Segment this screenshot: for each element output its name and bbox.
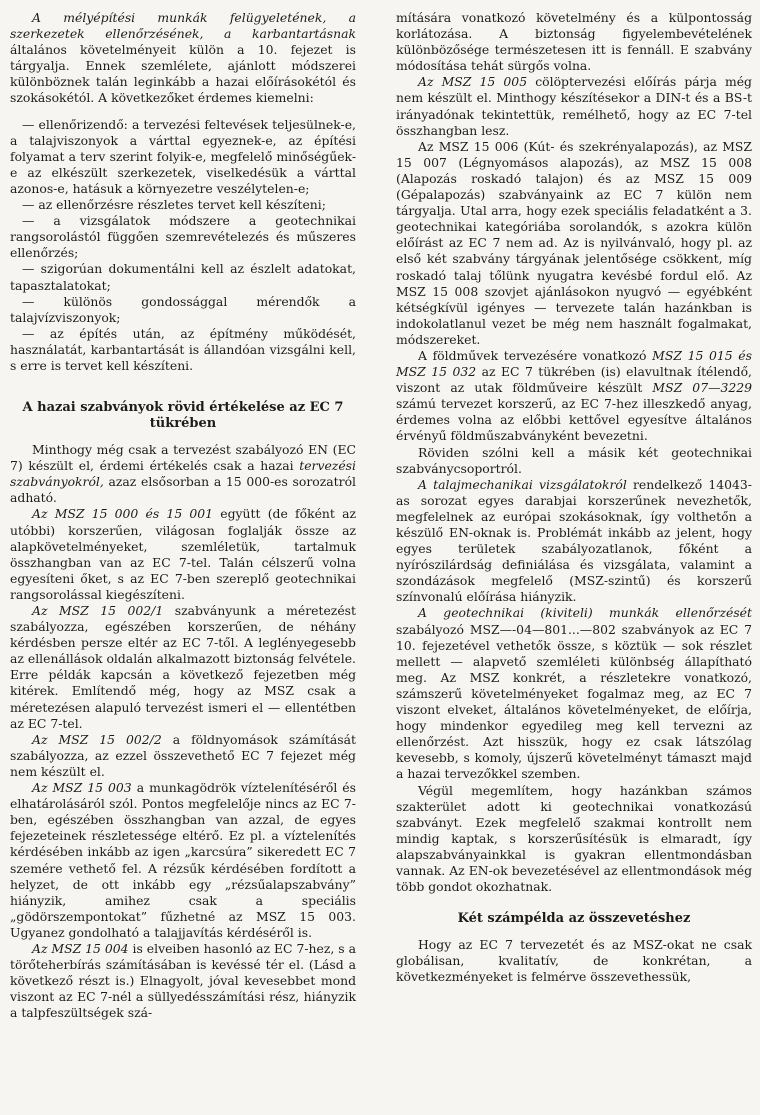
italic-phrase: A mélyépítési munkák felügyeletének, a szerkezetek ellenőrzésének, a karbantartásnak: [10, 10, 356, 42]
paragraph-text: a munkagödrök víztelenítéséről és elhatárolásáról szól. Pontos megfelelője nincs az EC 7-ben, egészében összhangban van azzal, de egyes fejezeteinek részletessége eltérő. Ez pl. a víztelenítés kérdésében inkább az igen „karcsúra” sikeredett EC 7 szemére vethető fel. A rézsűk kérdésében fordított a helyzet, de ott inkább egy „rézsűalapszabvány” hiányzik, amihez csak a speciális „gödörszempontokat” fűzhetné az MSZ 15 003. Ugyanez gondolható a talajjavítás kérdéséről is.: [10, 780, 356, 940]
list-item: — az építés után, az építmény működését, használatát, karbantartását is állandóan vizsgálni kell, s erre is tervet kell készíteni.: [10, 325, 356, 373]
paragraph-text: szabványunk a méretezést szabályozza, egészében korszerűen, de néhány kérdésben persze eltér az EC 7-től. A leglényegesebb az ellenállások oldalán alkalmazott biztonság felvétele. Erre példák kapcsán a következő fejezetben még kitérek. Említendő még, hogy az MSZ csak a méretezésen alapuló tervezést ismeri el — ellentétben az EC 7-tel.: [10, 603, 356, 731]
paragraph: [10, 603, 356, 732]
paragraph: mítására vonatkozó követelmény és a külpontosság korlátozása. A biztonság figyelembevételének különbözősége természetesen itt is fennáll. E szabvány módosítása tehát sürgős volna.: [396, 10, 752, 74]
list-item: — a vizsgálatok módszere a geotechnikai rangsorolástól függően szemrevételezés és műszeres ellenőrzés;: [10, 213, 356, 261]
italic-phrase: tervezési szabványokról,: [10, 458, 356, 490]
paragraph: Végül megemlítem, hogy hazánkban számos szakterület adott ki geotechnikai vonatkozású szabványt. Ezek megfelelő szakmai kontrollt nem mindig kaptak, s korszerűsítésük is elmaradt, így alapszabványainkkal is gyakran ellentmondásban vannak. Az EN-ok bevezetésével az ellentmondások még több gondot okozhatnak.: [396, 782, 752, 895]
paragraph: Az MSZ 15 006 (Kút- és szekrényalapozás), az MSZ 15 007 (Légnyomásos alapozás), az MSZ 15 008 (Alapozás roskadó talajon) és az MSZ 15 009 (Gépalapozás) szabványaink az EC 7 külön nem tárgyalja. Utal arra, hogy ezek speciális feladatként a 3. geotechnikai kategóriába sorolandók, s azokra külön előírást az EC 7 nem ad. Az is nyilvánvaló, hogy pl. az első két szabvány tárgyának jelentősége csökkent, míg roskadó talaj tőlünk nyugatra kevésbé fordul elő. Az MSZ 15 008 szovjet ajánlásokon nyugvó — egyébként kétségkívül igényes — tervezete talán hazánkban is indokolatlanul vezet be még nem használt fogalmakat, módszereket.: [396, 138, 752, 347]
paragraph-text: is elveiben hasonló az EC 7-hez, s a törőteherbírás számításában is kevéssé tér el. (Lásd a következő részt is.) Elnagyolt, jóval kevesebbet mond viszont az EC 7-nél a süllyedésszámítási rész, hiányzik a talpfeszültségek szá-: [10, 940, 357, 1021]
italic-phrase: Az MSZ 15 002/1: [32, 603, 164, 618]
italic-phrase: MSZ 15 015 és MSZ 15 032: [396, 347, 752, 380]
paragraph-text: számú tervezet korszerű, az EC 7-hez illeszkedő anyag, érdemes volna az előbbi kettővel egyesítve általános érvényű földműszabványként bevezetni.: [396, 396, 752, 444]
paragraph-text: rendelkező 14043-as sorozat egyes darabjai korszerűnek nevezhetők, megfelelnek az európai szokásoknak, így volthetőn a készülő EN-oknak is. Problémát inkább az jelent, hogy egyes területek szabályozatlanok, főként a nyírószilárdság definiálása és vizsgálata, valamint a szondázások megfelelő (MSZ-szintű) és korszerű színvonalú előírása hiányzik.: [396, 476, 752, 605]
paragraph-text: általános követelményeit külön a 10. fejezet is tárgyalja. Ennek szemlélete, ajánlott módszerei különböznek talán leginkább a hazai előírásokétól és szokásokétól. A következőket érdemes kiemelni:: [10, 42, 356, 106]
italic-phrase: A geotechnikai (kiviteli) munkák ellenőrzését: [418, 605, 752, 621]
italic-phrase: Az MSZ 15 004: [32, 940, 129, 956]
list-item: — különös gondossággal mérendők a talajvízviszonyok;: [10, 293, 356, 325]
paragraph-text: szabályozó MSZ—-04—801...—802 szabványok az EC 7 10. fejezetével vethetők össze, s köztük — sok részlet mellett — alapvető szemléleti különbség állapítható meg. Az MSZ konkrét, a részletekre vonatkozó, számszerű követelményeket fogalmaz meg, az EC 7 viszont elveket, általános követelményeket, de előírja, hogy mindenkor egyedileg meg kell tervezni az ellenőrzést. Azt hisszük, hogy ez csak látszólag kevesebb, s komoly, újszerű követelményt támaszt majd a hazai tervezőkkel szemben.: [396, 621, 752, 782]
paragraph: [10, 10, 356, 107]
italic-phrase: Az MSZ 15 000 és 15 001: [32, 506, 214, 522]
list-item: — ellenőrizendő: a tervezési feltevések teljesülnek-e, a talajviszonyok a várttal egyeznek-e, az építési folyamat a terv szerint folyik-e, megfelelő minőségűek-e az elkészült szerkezetek, viselkedésük a várttal azonos-e, hatásuk a környezetre veszélytelen-e;: [10, 116, 356, 196]
list-item: — az ellenőrzésre részletes tervet kell készíteni;: [22, 197, 326, 213]
paragraph: [10, 732, 356, 780]
paragraph: [396, 605, 752, 782]
paragraph: Hogy az EC 7 tervezetét és az MSZ-okat ne csak globálisan, kvalitatív, de konkrétan, a következményeket is felmérve összevethessük,: [396, 937, 752, 985]
paragraph: [396, 348, 752, 445]
section-heading: Két számpélda az összevetéshez: [457, 911, 691, 927]
list-item: — szigorúan dokumentálni kell az észlelt adatokat, tapasztalatokat;: [10, 261, 356, 293]
italic-phrase: A talajmechanikai vizsgálatokról: [418, 476, 627, 492]
paragraph: [396, 74, 752, 138]
left-column: [10, 10, 356, 1021]
italic-phrase: Az MSZ 15 003: [32, 780, 132, 796]
paragraph: Röviden szólni kell a másik két geotechnikai szabványcsoportról.: [396, 444, 752, 476]
paragraph: [396, 477, 752, 606]
paragraph-text: Minthogy még csak a tervezést szabályozó EN (EC 7) készült el, érdemi értékelés csak a hazai: [10, 442, 356, 474]
paragraph: [10, 442, 356, 506]
italic-phrase: MSZ 07—3229: [652, 380, 752, 396]
italic-phrase: Az MSZ 15 005: [418, 74, 528, 90]
paragraph-text: a földnyomások számítását szabályozza, az ezzel összevethető EC 7 fejezet még nem készült el.: [10, 731, 356, 779]
paragraph: [10, 780, 356, 941]
section-heading: A hazai szabványok rövid értékelése az EC 7 tükrében: [22, 400, 344, 432]
paragraph-text: A földművek tervezésére vonatkozó: [418, 347, 653, 363]
paragraph: [10, 941, 356, 1021]
right-column: [396, 10, 752, 985]
paragraph-text: cölöptervezési előírás párja még nem készült el. Minthogy készítésekor a DIN-t és a BS-t irányadónak tekintettük, remélhető, hogy az EC 7-tel összhangban lesz.: [396, 74, 752, 138]
paragraph: [10, 506, 356, 603]
italic-phrase: Az MSZ 15 002/2: [32, 731, 162, 747]
paragraph-text: az EC 7 tükrében (is) elavultnak ítélendő, viszont az utak földműveire készült: [396, 364, 752, 396]
paragraph-text: azaz elsősorban a 15 000-es sorozatról adható.: [10, 474, 356, 506]
paragraph-text: együtt (de főként az utóbbi) korszerűen, világosan foglalják össze az alapkövetelményeket, szemléletük, tartalmuk összhangban van az EC 7-tel. Talán célszerű volna egyesíteni őket, s az EC 7-ben szereplő geotechnikai rangsorolással kiegészíteni.: [10, 506, 356, 602]
checklist: [10, 117, 356, 375]
